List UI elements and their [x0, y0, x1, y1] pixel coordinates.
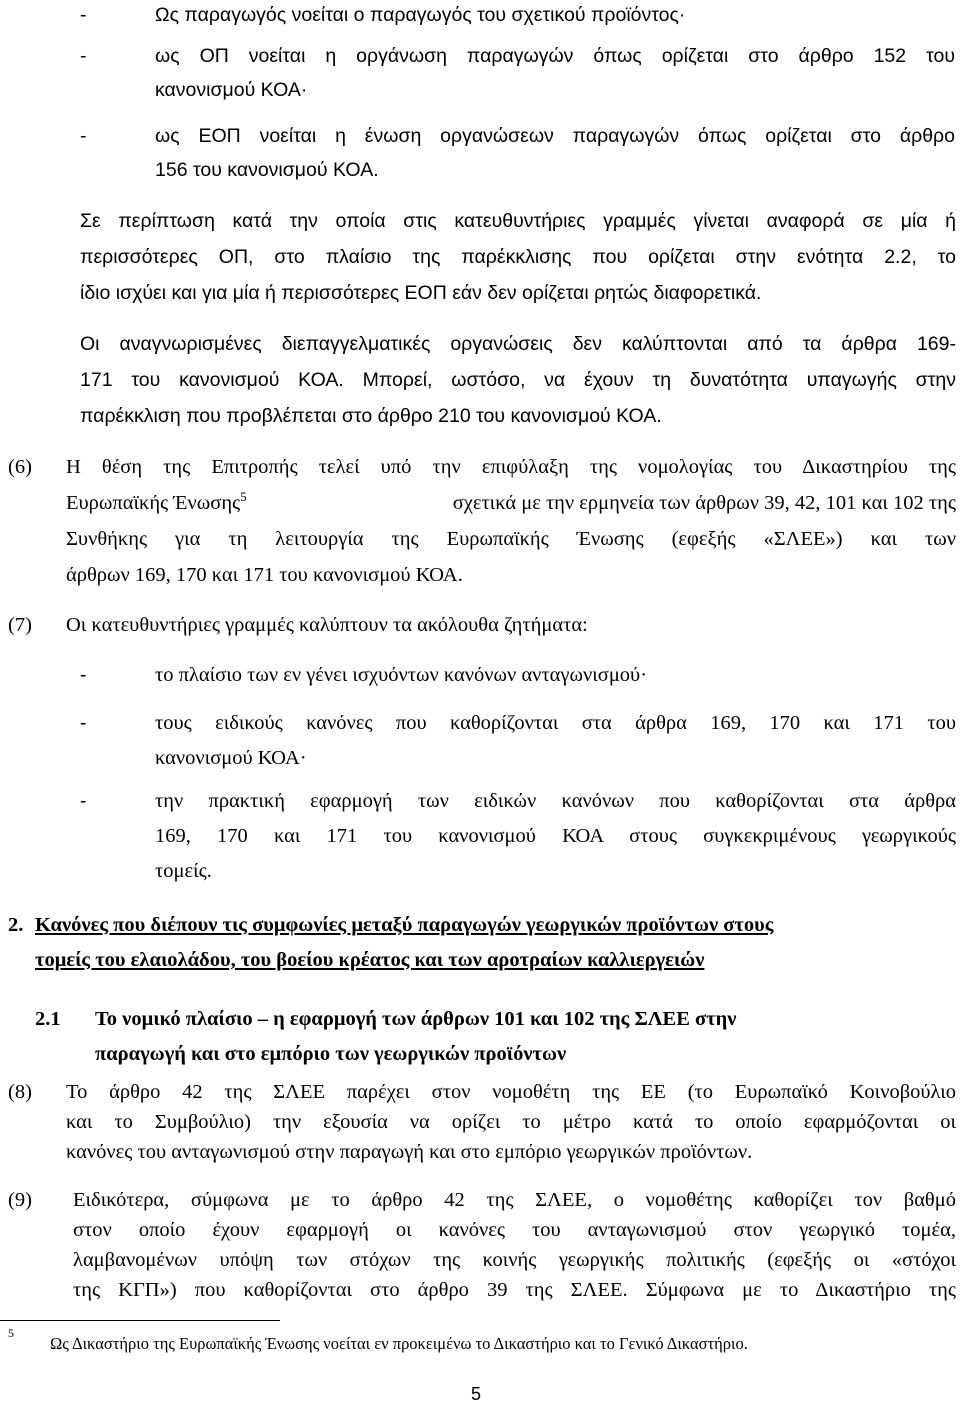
paragraph-line: κανόνες του ανταγωνισμού στην παραγωγή και στο εμπόριο γεωργικών προϊόντων. [66, 1141, 753, 1163]
bullet-dash: - [80, 790, 87, 812]
section-heading [35, 946, 704, 974]
paragraph-line: Το άρθρο 42 της ΣΛΕΕ παρέχει στον νομοθέτη της ΕΕ (το Ευρωπαϊκό Κοινοβούλιο [66, 1081, 956, 1103]
subsection-heading: παραγωγή και στο εμπόριο των γεωργικών προϊόντων [95, 1043, 567, 1065]
bullet-text: 156 του κανονισμού ΚΟΑ. [155, 159, 379, 181]
paragraph-line: και το Συμβούλιο) την εξουσία να ορίζει το μέτρο κατά το οποίο εφαρμόζονται οι [66, 1111, 956, 1133]
paragraph-line: Οι κατευθυντήριες γραμμές καλύπτουν τα ακόλουθα ζητήματα: [66, 614, 588, 636]
subsection-number: 2.1 [35, 1008, 61, 1030]
paragraph-line: στον οποίο έχουν εφαρμογή οι κανόνες του ανταγωνισμού στον γεωργικό τομέα, [73, 1219, 956, 1241]
footnote-separator [0, 1320, 280, 1321]
section-heading-line: Κανόνες που διέπουν τις συμφωνίες μεταξύ παραγωγών γεωργικών προϊόντων στους [35, 914, 774, 936]
paragraph-number: (8) [8, 1081, 32, 1103]
bullet-text: τομείς. [155, 860, 212, 882]
bullet-dash: - [80, 664, 87, 686]
bullet-dash: - [80, 4, 87, 26]
bullet-text: το πλαίσιο των εν γένει ισχυόντων κανόνων ανταγωνισμού· [155, 664, 648, 686]
paragraph-line: Οι αναγνωρισμένες διεπαγγελματικές οργανώσεις δεν καλύπτονται από τα άρθρα 169- [80, 333, 956, 355]
section-number: 2. [8, 914, 24, 936]
text-fragment: Ευρωπαϊκής Ένωσης [66, 492, 241, 514]
footnote-reference[interactable]: 5 [240, 489, 247, 505]
section-heading [35, 911, 956, 939]
paragraph-line: περισσότερες ΟΠ, στο πλαίσιο της παρέκκλισης που ορίζεται στην ενότητα 2.2, το [80, 246, 956, 268]
bullet-text: Ως παραγωγός νοείται ο παραγωγός του σχετικού προϊόντος· [155, 4, 686, 26]
bullet-text: τους ειδικούς κανόνες που καθορίζονται στα άρθρα 169, 170 και 171 του [155, 712, 956, 734]
paragraph-line: Ειδικότερα, σύμφωνα με το άρθρο 42 της ΣΛΕΕ, ο νομοθέτης καθορίζει τον βαθμό [73, 1189, 956, 1211]
bullet-text: ως ΟΠ νοείται η οργάνωση παραγωγών όπως ορίζεται στο άρθρο 152 του [155, 45, 955, 67]
paragraph-line: της ΚΓΠ») που καθορίζονται στο άρθρο 39 της ΣΛΕΕ. Σύμφωνα με το Δικαστήριο της [73, 1279, 956, 1301]
bullet-text: κανονισμού ΚΟΑ· [155, 747, 307, 769]
subsection-heading: Το νομικό πλαίσιο – η εφαρμογή των άρθρων 101 και 102 της ΣΛΕΕ στην [95, 1008, 737, 1030]
paragraph-line: παρέκκλιση που προβλέπεται στο άρθρο 210 του κανονισμού ΚΟΑ. [80, 405, 662, 427]
bullet-dash: - [80, 45, 87, 67]
line-end: σχετικά με την ερμηνεία των άρθρων 39, 42, 101 και 102 της [452, 492, 956, 514]
paragraph-number: (9) [8, 1189, 32, 1211]
section-heading-line: τομείς του ελαιολάδου, του βοείου κρέατος και των αροτραίων καλλιεργειών [35, 949, 705, 971]
paragraph-number: (6) [8, 456, 32, 478]
bullet-text: κανονισμού ΚΟΑ· [155, 79, 308, 101]
paragraph-line: 171 του κανονισμού ΚΟΑ. Μπορεί, ωστόσο, να έχουν τη δυνατότητα υπαγωγής στην [80, 369, 956, 391]
footnote-mark: 5 [8, 1326, 14, 1340]
page-number: 5 [471, 1384, 482, 1404]
paragraph-line: Συνθήκης για τη λειτουργία της Ευρωπαϊκής Ένωσης (εφεξής «ΣΛΕΕ») και των [66, 528, 956, 550]
paragraph-number: (7) [8, 614, 32, 636]
paragraph-line: λαμβανομένων υπόψη των στόχων της κοινής γεωργικής πολιτικής (εφεξής οι «στόχοι [73, 1249, 956, 1271]
bullet-dash: - [80, 712, 87, 734]
paragraph-line: Η θέση της Επιτροπής τελεί υπό την επιφύλαξη της νομολογίας του Δικαστηρίου της [66, 456, 956, 478]
line-start [66, 489, 247, 517]
paragraph-line: άρθρων 169, 170 και 171 του κανονισμού ΚΟΑ. [66, 564, 463, 586]
paragraph-line: Σε περίπτωση κατά την οποία στις κατευθυντήριες γραμμές γίνεται αναφορά σε μία ή [80, 210, 956, 232]
bullet-text: ως ΕΟΠ νοείται η ένωση οργανώσεων παραγωγών όπως ορίζεται στο άρθρο [155, 125, 955, 147]
footnote-text: Ως Δικαστήριο της Ευρωπαϊκής Ένωσης νοείται εν προκειμένω το Δικαστήριο και το Γενικό Δικαστήριο. [50, 1334, 748, 1353]
bullet-text: την πρακτική εφαρμογή των ειδικών κανόνων που καθορίζονται στα άρθρα [155, 790, 956, 812]
bullet-text: 169, 170 και 171 του κανονισμού ΚΟΑ στους συγκεκριμένους γεωργικούς [155, 825, 956, 847]
bullet-dash: - [80, 125, 87, 147]
paragraph-line [66, 489, 956, 517]
paragraph-line: ίδιο ισχύει και για μία ή περισσότερες ΕΟΠ εάν δεν ορίζεται ρητώς διαφορετικά. [80, 282, 762, 304]
